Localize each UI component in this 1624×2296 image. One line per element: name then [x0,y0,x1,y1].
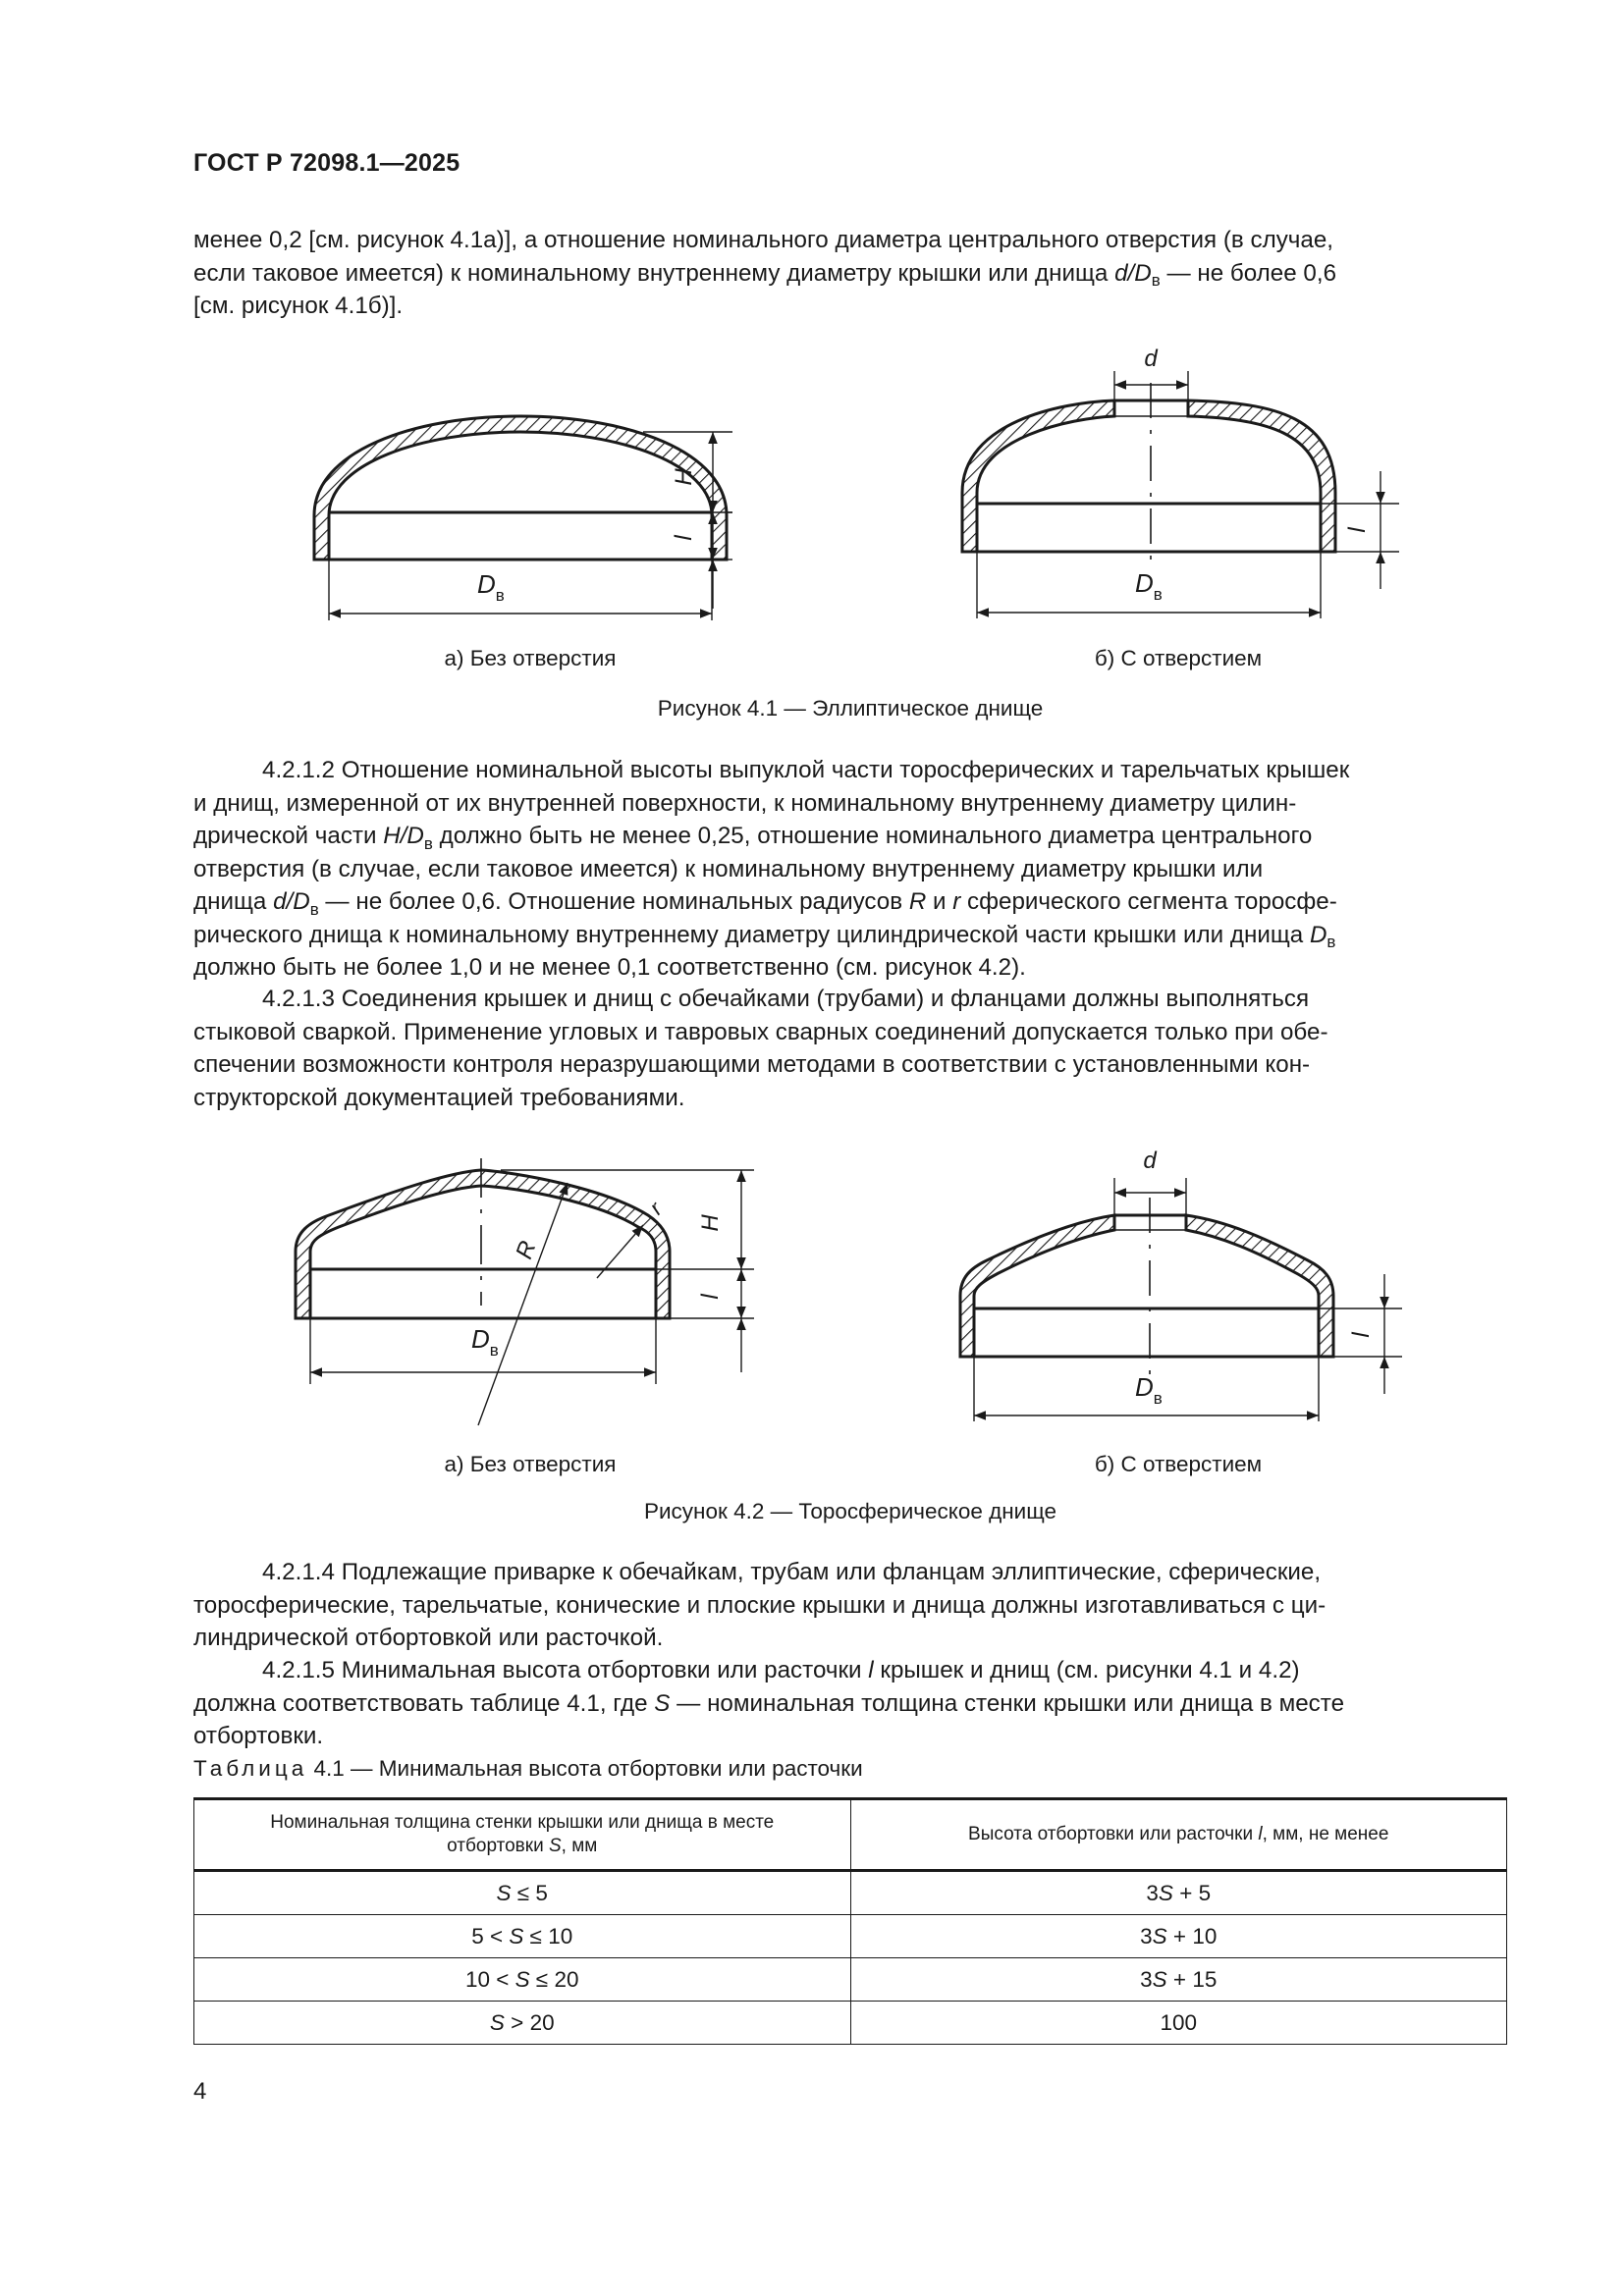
table-4-1 [193,1797,1507,2045]
figure-4-1b-elliptical-head-with-hole [952,344,1424,638]
dim-D-label: $D_в$ [477,569,505,605]
table-cell: 3S + 5 [850,1871,1507,1915]
paragraph-4-2-1-5: 4.2.1.5 Минимальная высота отбортовки или расточки l крышек и днищ (см. рисунки 4.1 и 4.2) должна соответствовать таблице 4.1, где S — номинальная толщина стенки крышки или днища в месте отбортовки. [193,1657,1345,1749]
intro-line: [см. рисунок 4.1б)]. [193,293,404,319]
table-cell: S ≤ 5 [194,1871,851,1915]
table-row [194,1958,1507,2002]
intro-paragraph [193,224,1507,323]
dim-r-label: r [644,1197,668,1220]
table-row [194,2002,1507,2045]
figure-4-2b-subcaption: б) С отверстием [1094,1452,1263,1476]
figure-4-2a-torispherical-head [285,1158,776,1433]
dim-D-label: $D_в$ [1135,1372,1163,1408]
dim-d-label: d [1144,346,1158,372]
dim-D-label: $D_в$ [1135,568,1163,604]
dim-H-label: H [671,468,697,486]
paragraph-4-2-1-2: 4.2.1.2 Отношение номинальной высоты выпуклой части торосферических и тарельчатых крышек и днищ, измеренной от их внутренней поверхности, к номинальному внутреннему диаметру цилин- дрической части $H/D_в$ должно быть не менее 0,25, отношение номинального диаметра центрального отверстия (в случае, если таковое имеется) к номинальному внутреннему диаметру крышки или днища $d/D_в$ — не более 0,6. Отношение номинальных радиусов R и r сферического сегмента торосфе- рического днища к номинальному внутреннему диаметру цилиндрической части крышки или днища $D_в$ должно быть не более 1,0 и не менее 0,1 соответственно (см. рисунок 4.2). [193,757,1350,981]
figure-4-2a-subcaption: а) Без отверстия [444,1452,617,1476]
figure-4-1a-subcaption: а) Без отверстия [444,646,617,670]
paragraph-4-2-1-4: 4.2.1.4 Подлежащие приварке к обечайкам, трубам или фланцам эллиптические, сферические, торосферические, тарельчатые, конические и плоские крышки и днища должны изготавливаться с ци- линдрической отбортовкой или расточкой. [193,1559,1326,1651]
dim-l-label: l [697,1294,724,1300]
table-header-cell: Номинальная толщина стенки крышки или днища в месте отбортовки S, мм [194,1799,851,1871]
table-cell: 5 < S ≤ 10 [194,1915,851,1958]
table-cell: 10 < S ≤ 20 [194,1958,851,2002]
table-row [194,1871,1507,1915]
figure-4-1b-subcaption: б) С отверстием [1094,646,1263,670]
table-header-cell: Высота отбортовки или расточки l, мм, не менее [850,1799,1507,1871]
page-number: 4 [193,2078,207,2105]
dim-l-label: l [671,535,697,541]
intro-line: менее 0,2 [см. рисунок 4.1а)], а отношение номинального диаметра центрального отверстия (в случае, [193,227,1334,253]
dim-H-label: H [697,1214,724,1232]
table-cell: 100 [850,2002,1507,2045]
paragraph-4-2-1-3: 4.2.1.3 Соединения крышек и днищ с обечайками (трубами) и фланцами должны выполняться стыковой сваркой. Применение угловых и тавровых сварных соединений допускается только при обе- спечении возможности контроля неразрушающими методами в соответствии с установленными кон- структорской документацией требованиями. [193,986,1328,1111]
dim-l-label: l [1348,1332,1375,1338]
dim-D-label: $D_в$ [471,1324,499,1360]
table-row [194,1915,1507,1958]
figure-4-2-caption: Рисунок 4.2 — Торосферическое днище [643,1499,1057,1523]
figure-4-1-caption: Рисунок 4.1 — Эллиптическое днище [657,696,1044,721]
table-4-1-title: Таблица 4.1 — Минимальная высота отбортовки или расточки [193,1756,863,1781]
table-cell: 3S + 15 [850,1958,1507,2002]
intro-line: если таковое имеется) к номинальному внутреннему диаметру крышки или днища $d/D_в$ — не более 0,6 [193,259,1337,291]
figure-4-2b-torispherical-head-with-hole [952,1148,1424,1433]
table-cell: 3S + 10 [850,1915,1507,1958]
dim-l-label: l [1344,527,1371,533]
table-header-row [194,1799,1507,1871]
dim-R-label: R [511,1237,542,1263]
document-header: ГОСТ Р 72098.1—2025 [193,149,460,177]
table-cell: S > 20 [194,2002,851,2045]
dim-d-label: d [1143,1148,1157,1174]
figure-4-1a-elliptical-head [295,412,746,648]
